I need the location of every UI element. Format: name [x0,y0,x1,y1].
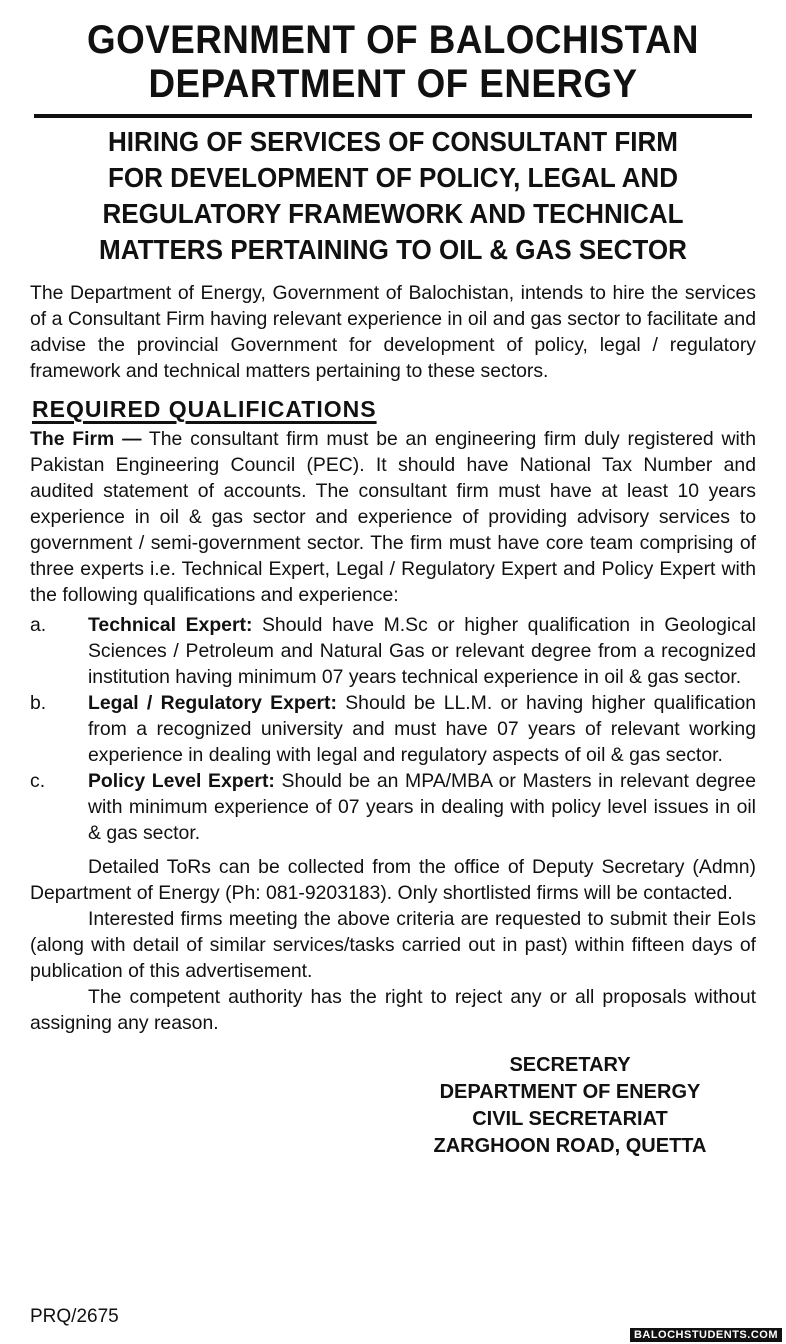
list-text [88,768,756,846]
signature-line-2: DEPARTMENT OF ENERGY [439,1081,701,1103]
signature-line-3: CIVIL SECRETARIAT [472,1108,668,1130]
list-item [30,690,756,768]
header-department: DEPARTMENT OF ENERGY [148,62,638,106]
advertisement [30,18,756,1160]
list-text [88,690,756,768]
firm-text: The consultant firm must be an engineering firm duly registered with Pakistan Engineering Council (PEC). It should have National Tax Number and audited statement of accounts. The consultant firm must have at least 10 years experience in oil & gas sector and experience of providing advisory services to government / semi-government sector. The firm must have core team comprising of three experts i.e. Technical Expert, Legal / Regulatory Expert and Policy Expert with the following qualifications and experience: [30,428,756,606]
title-divider [34,114,752,118]
subtitle-line-3: REGULATORY FRAMEWORK AND TECHNICAL [102,198,684,229]
expert-label: Technical Expert: [88,614,253,636]
intro-paragraph: The Department of Energy, Government of Balochistan, intends to hire the services of a Consultant Firm having relevant experience in oil and gas sector to facilitate and advise the provincial Government for development of policy, legal / regulatory framework and technical matters pertaining to these sectors. [30,282,756,382]
expert-description: Should be LL.M. or having higher qualification from a recognized university and must have 07 years of relevant working experience in dealing with legal and regulatory aspects of oil & gas sector. [88,692,757,766]
expert-list [30,612,756,846]
reference-number: PRQ/2675 [30,1306,119,1327]
list-text [88,612,756,690]
subtitle-line-4: MATTERS PERTAINING TO OIL & GAS SECTOR [99,234,687,265]
list-item [30,612,756,690]
expert-description: Should be an MPA/MBA or Masters in relevant degree with minimum experience of 07 years in dealing with policy level issues in oil & gas sector. [88,770,756,844]
watermark: BALOCHSTUDENTS.COM [630,1328,782,1342]
subtitle-line-2: FOR DEVELOPMENT OF POLICY, LEGAL AND [107,162,679,193]
subtitle-line-1: HIRING OF SERVICES OF CONSULTANT FIRM [107,126,679,157]
list-item [30,768,756,846]
rights-paragraph: The competent authority has the right to reject any or all proposals without assigning any reason. [30,986,756,1034]
list-marker: b. [30,692,47,714]
expert-label: Policy Level Expert: [88,770,275,792]
firm-label: The Firm — [30,428,142,450]
firm-paragraph [30,426,756,608]
list-marker: a. [30,614,47,636]
list-marker: c. [30,770,46,792]
submission-paragraph: Interested firms meeting the above criteria are requested to submit their EoIs (along with detail of similar services/tasks carried out in past) within fifteen days of publication of this advertisement. [30,908,756,982]
signature-line-1: SECRETARY [509,1054,631,1076]
expert-description: Should have M.Sc or higher qualification in Geological Sciences / Petroleum and Natural Gas or relevant degree from a recognized institution having minimum 07 years technical experience in oil & gas sector. [88,614,756,688]
tors-paragraph: Detailed ToRs can be collected from the office of Deputy Secretary (Admn) Department of Energy (Ph: 081-9203183). Only shortlisted firms will be contacted. [30,856,756,904]
qualifications-heading: REQUIRED QUALIFICATIONS [32,396,377,422]
expert-label: Legal / Regulatory Expert: [88,692,337,714]
signature-block [400,1052,740,1160]
header-government: GOVERNMENT OF BALOCHISTAN [87,18,699,62]
signature-line-4: ZARGHOON ROAD, QUETTA [433,1135,707,1157]
